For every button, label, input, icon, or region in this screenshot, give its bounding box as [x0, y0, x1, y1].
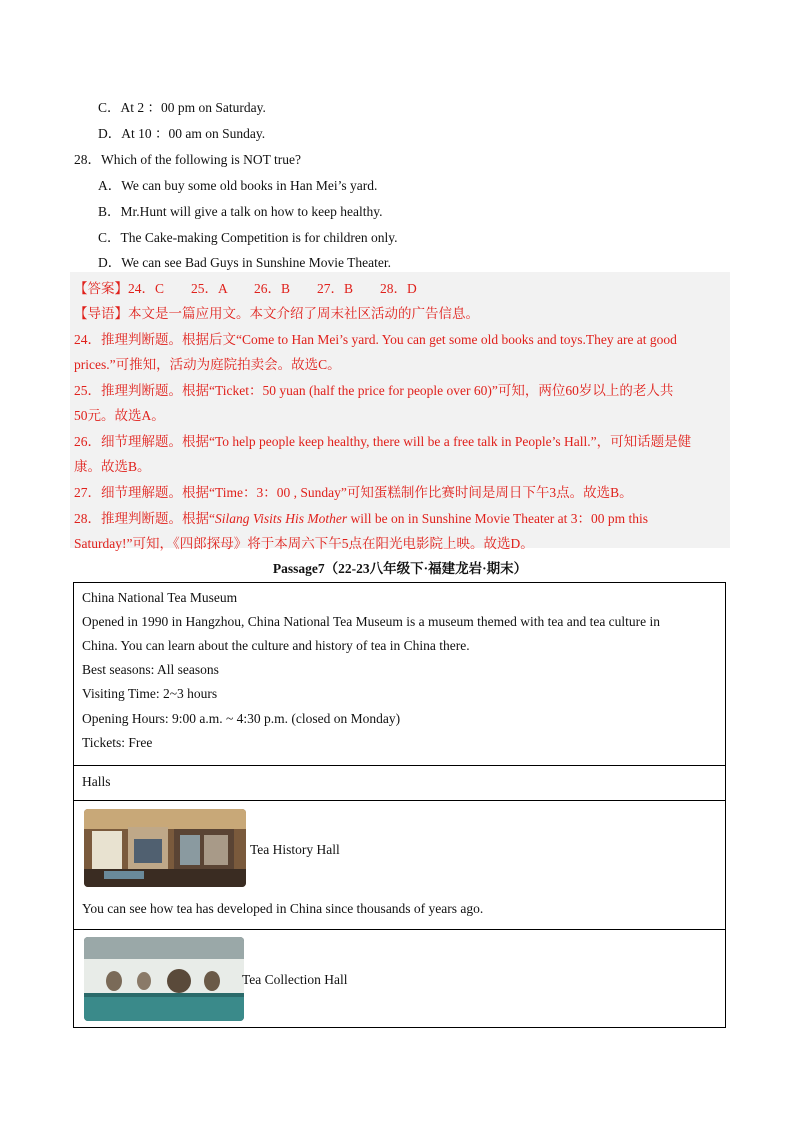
tickets: Tickets: Free — [82, 735, 153, 750]
tea-history-hall-cell — [73, 800, 726, 930]
explanation-28-suffix: will be on in Sunshine Movie Theater at 3：00 pm this — [347, 511, 648, 526]
explanation-26-line1: 26．细节理解题。根据“To help people keep healthy, there will be a free talk in People’s Hall.”，可知话题是健 — [74, 434, 692, 449]
museum-name: China National Tea Museum — [82, 590, 238, 605]
tea-collection-hall-name: Tea Collection Hall — [242, 972, 348, 987]
answer-line — [74, 277, 417, 297]
museum-desc-line2: China. You can learn about the culture and history of tea in China there. — [82, 638, 470, 653]
museum-desc-line1: Opened in 1990 in Hangzhou, China National Tea Museum is a museum themed with tea and tea culture in — [82, 614, 661, 629]
tea-history-hall-desc: You can see how tea has developed in China since thousands of years ago. — [82, 901, 484, 916]
q28-stem: 28．Which of the following is NOT true? — [74, 152, 301, 167]
answer-label: 【答案】 — [74, 281, 128, 296]
opening-hours: Opening Hours: 9:00 a.m. ~ 4:30 p.m. (closed on Monday) — [82, 711, 401, 726]
tea-history-hall-photo — [84, 809, 246, 887]
q27-option-c: C．At 2 ：00 pm on Saturday. — [98, 100, 266, 115]
explanation-25-line2: 50元。故选A。 — [74, 408, 165, 423]
explanation-28-prefix: 28．推理判断题。根据“ — [74, 511, 215, 526]
tea-history-hall-name: Tea History Hall — [250, 842, 340, 857]
q27-option-d: D．At 10 ：00 am on Sunday. — [98, 126, 266, 141]
explanation-26-line2: 康。故选B。 — [74, 459, 151, 474]
explanation-28-line1 — [74, 507, 648, 527]
explanation-24-line2: prices.”可推知，活动为庭院拍卖会。故选C。 — [74, 357, 341, 372]
explanation-27: 27．细节理解题。根据“Time：3：00 , Sunday”可知蛋糕制作比赛时间是周日下午3点。故选B。 — [74, 485, 633, 500]
q28-option-c: C．The Cake‐making Competition is for children only. — [98, 230, 398, 245]
best-seasons: Best seasons: All seasons — [82, 662, 219, 677]
tea-collection-hall-cell — [73, 929, 726, 1028]
halls-heading-cell — [73, 765, 726, 801]
museum-info-cell — [73, 582, 726, 766]
explanation-24-line1: 24．推理判断题。根据后文“Come to Han Mei’s yard. You can get some old books and toys.They are at good — [74, 332, 677, 347]
explanation-25-line1: 25．推理判断题。根据“Ticket：50 yuan (half the price for people over 60)”可知，两位60岁以上的老人共 — [74, 383, 674, 398]
q28-option-a: A．We can buy some old books in Han Mei’s yard. — [98, 178, 378, 193]
answer-values: 24．C 25．A 26．B 27．B 28．D — [128, 281, 417, 296]
halls-heading: Halls — [82, 774, 111, 789]
movie-title: Silang Visits His Mother — [215, 511, 348, 526]
guide-text: 【导语】本文是一篇应用文。本文介绍了周末社区活动的广告信息。 — [74, 306, 479, 321]
q28-option-d: D．We can see Bad Guys in Sunshine Movie Theater. — [98, 255, 391, 270]
q28-option-b: B．Mr.Hunt will give a talk on how to keep healthy. — [98, 204, 383, 219]
passage-title: Passage7（22-23八年级下·福建龙岩·期末） — [272, 561, 528, 576]
explanation-28-line2: Saturday!”可知，《四郎探母》将于本周六下午5点在阳光电影院上映。故选D。 — [74, 536, 534, 551]
tea-collection-hall-photo — [84, 937, 244, 1021]
visiting-time: Visiting Time: 2~3 hours — [82, 686, 218, 701]
